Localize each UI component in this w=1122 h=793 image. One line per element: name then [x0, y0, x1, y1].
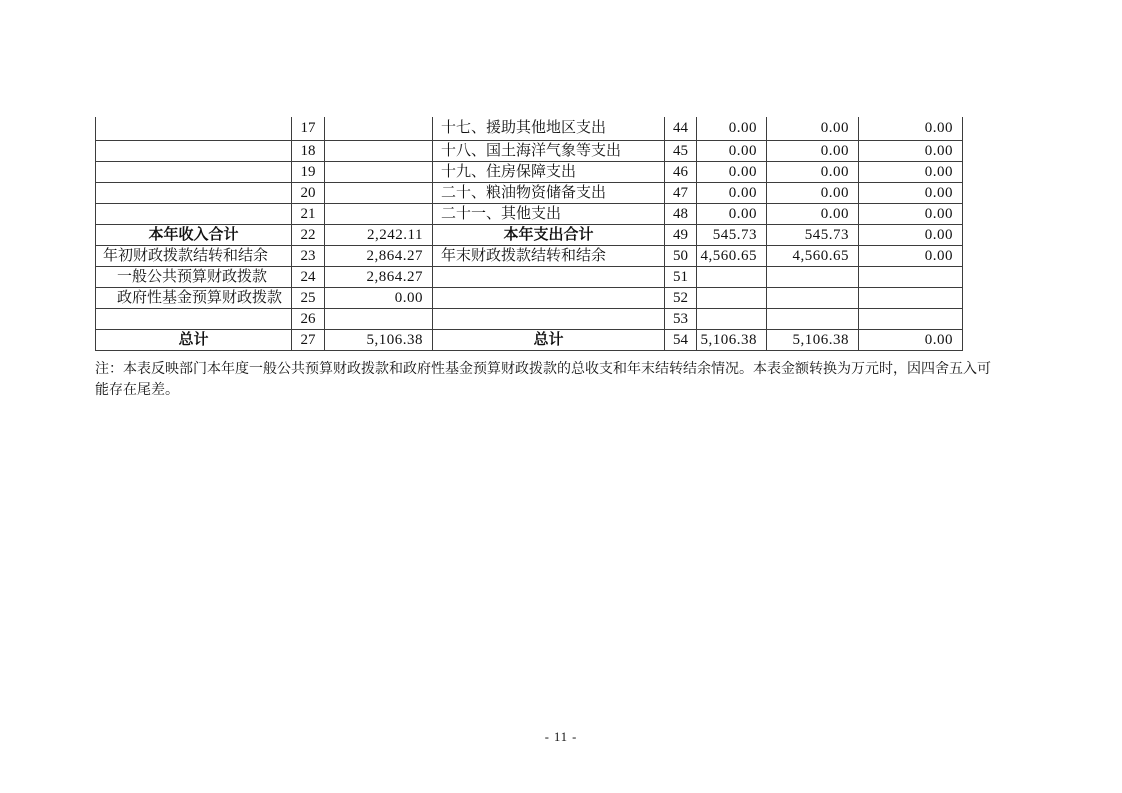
table-row	[96, 245, 963, 266]
expense-amount-2-cell: 0.00	[767, 140, 859, 161]
table-note	[95, 359, 1025, 401]
note-line-2: 能存在尾差。	[95, 383, 179, 398]
expense-amount-1-cell: 545.73	[697, 224, 767, 245]
expense-amount-2-cell	[767, 308, 859, 329]
table-row	[96, 266, 963, 287]
expense-item-cell: 十八、国土海洋气象等支出	[433, 140, 665, 161]
income-amount-cell	[325, 140, 433, 161]
income-amount-cell	[325, 161, 433, 182]
expense-amount-3-cell: 0.00	[859, 182, 963, 203]
income-amount-cell: 5,106.38	[325, 329, 433, 350]
income-row-number-cell: 25	[292, 287, 325, 308]
expense-row-number-cell: 53	[665, 308, 697, 329]
income-row-number-cell: 21	[292, 203, 325, 224]
income-item-cell: 年初财政拨款结转和结余	[96, 245, 292, 266]
expense-amount-3-cell: 0.00	[859, 117, 963, 140]
table-row	[96, 161, 963, 182]
expense-amount-1-cell	[697, 287, 767, 308]
expense-amount-1-cell: 5,106.38	[697, 329, 767, 350]
expense-item-cell: 本年支出合计	[433, 224, 665, 245]
income-row-number-cell: 26	[292, 308, 325, 329]
expense-item-cell	[433, 266, 665, 287]
income-item-cell	[96, 161, 292, 182]
expense-amount-1-cell: 0.00	[697, 140, 767, 161]
expense-row-number-cell: 51	[665, 266, 697, 287]
expense-amount-3-cell: 0.00	[859, 140, 963, 161]
income-amount-cell	[325, 308, 433, 329]
income-item-cell: 总计	[96, 329, 292, 350]
expense-row-number-cell: 50	[665, 245, 697, 266]
table-row	[96, 287, 963, 308]
income-item-cell	[96, 182, 292, 203]
expense-amount-3-cell: 0.00	[859, 203, 963, 224]
income-row-number-cell: 17	[292, 117, 325, 140]
page-number: - 11 -	[544, 730, 578, 744]
expense-item-cell: 二十一、其他支出	[433, 203, 665, 224]
income-item-cell: 政府性基金预算财政拨款	[96, 287, 292, 308]
expense-amount-2-cell	[767, 266, 859, 287]
expense-item-cell: 十七、援助其他地区支出	[433, 117, 665, 140]
expense-amount-3-cell	[859, 266, 963, 287]
table-row	[96, 140, 963, 161]
expense-amount-3-cell: 0.00	[859, 161, 963, 182]
income-item-cell	[96, 203, 292, 224]
income-row-number-cell: 23	[292, 245, 325, 266]
income-amount-cell: 2,864.27	[325, 266, 433, 287]
table-row	[96, 329, 963, 350]
expense-item-cell: 十九、住房保障支出	[433, 161, 665, 182]
income-row-number-cell: 24	[292, 266, 325, 287]
expense-amount-1-cell: 0.00	[697, 161, 767, 182]
expense-amount-3-cell	[859, 308, 963, 329]
budget-summary-table	[95, 117, 963, 351]
expense-amount-3-cell: 0.00	[859, 224, 963, 245]
expense-item-cell: 年末财政拨款结转和结余	[433, 245, 665, 266]
expense-amount-3-cell	[859, 287, 963, 308]
table-row	[96, 117, 963, 140]
income-item-cell: 本年收入合计	[96, 224, 292, 245]
expense-amount-3-cell: 0.00	[859, 329, 963, 350]
expense-item-cell: 二十、粮油物资储备支出	[433, 182, 665, 203]
income-item-cell	[96, 117, 292, 140]
expense-amount-2-cell: 0.00	[767, 161, 859, 182]
table-row	[96, 224, 963, 245]
expense-row-number-cell: 44	[665, 117, 697, 140]
expense-amount-1-cell: 4,560.65	[697, 245, 767, 266]
income-amount-cell: 2,864.27	[325, 245, 433, 266]
income-item-cell	[96, 140, 292, 161]
expense-amount-3-cell: 0.00	[859, 245, 963, 266]
expense-amount-2-cell: 0.00	[767, 203, 859, 224]
income-row-number-cell: 18	[292, 140, 325, 161]
expense-amount-2-cell	[767, 287, 859, 308]
table-row	[96, 203, 963, 224]
expense-amount-1-cell	[697, 266, 767, 287]
income-amount-cell	[325, 182, 433, 203]
income-row-number-cell: 22	[292, 224, 325, 245]
income-row-number-cell: 20	[292, 182, 325, 203]
expense-row-number-cell: 54	[665, 329, 697, 350]
income-row-number-cell: 19	[292, 161, 325, 182]
expense-amount-2-cell: 545.73	[767, 224, 859, 245]
income-amount-cell: 0.00	[325, 287, 433, 308]
expense-amount-1-cell: 0.00	[697, 203, 767, 224]
note-line-1: 注：本表反映部门本年度一般公共预算财政拨款和政府性基金预算财政拨款的总收支和年末结转结余情况。本表金额转换为万元时，因四舍五入可	[95, 362, 991, 377]
expense-amount-1-cell: 0.00	[697, 117, 767, 140]
income-amount-cell	[325, 203, 433, 224]
income-row-number-cell: 27	[292, 329, 325, 350]
table-row	[96, 182, 963, 203]
expense-amount-1-cell: 0.00	[697, 182, 767, 203]
expense-item-cell	[433, 287, 665, 308]
expense-row-number-cell: 45	[665, 140, 697, 161]
income-item-cell	[96, 308, 292, 329]
expense-amount-2-cell: 5,106.38	[767, 329, 859, 350]
expense-item-cell	[433, 308, 665, 329]
expense-row-number-cell: 48	[665, 203, 697, 224]
income-amount-cell	[325, 117, 433, 140]
income-item-cell: 一般公共预算财政拨款	[96, 266, 292, 287]
expense-row-number-cell: 47	[665, 182, 697, 203]
expense-item-cell: 总计	[433, 329, 665, 350]
expense-row-number-cell: 49	[665, 224, 697, 245]
expense-amount-1-cell	[697, 308, 767, 329]
income-amount-cell: 2,242.11	[325, 224, 433, 245]
expense-amount-2-cell: 4,560.65	[767, 245, 859, 266]
table-row	[96, 308, 963, 329]
expense-amount-2-cell: 0.00	[767, 117, 859, 140]
expense-row-number-cell: 52	[665, 287, 697, 308]
expense-row-number-cell: 46	[665, 161, 697, 182]
expense-amount-2-cell: 0.00	[767, 182, 859, 203]
